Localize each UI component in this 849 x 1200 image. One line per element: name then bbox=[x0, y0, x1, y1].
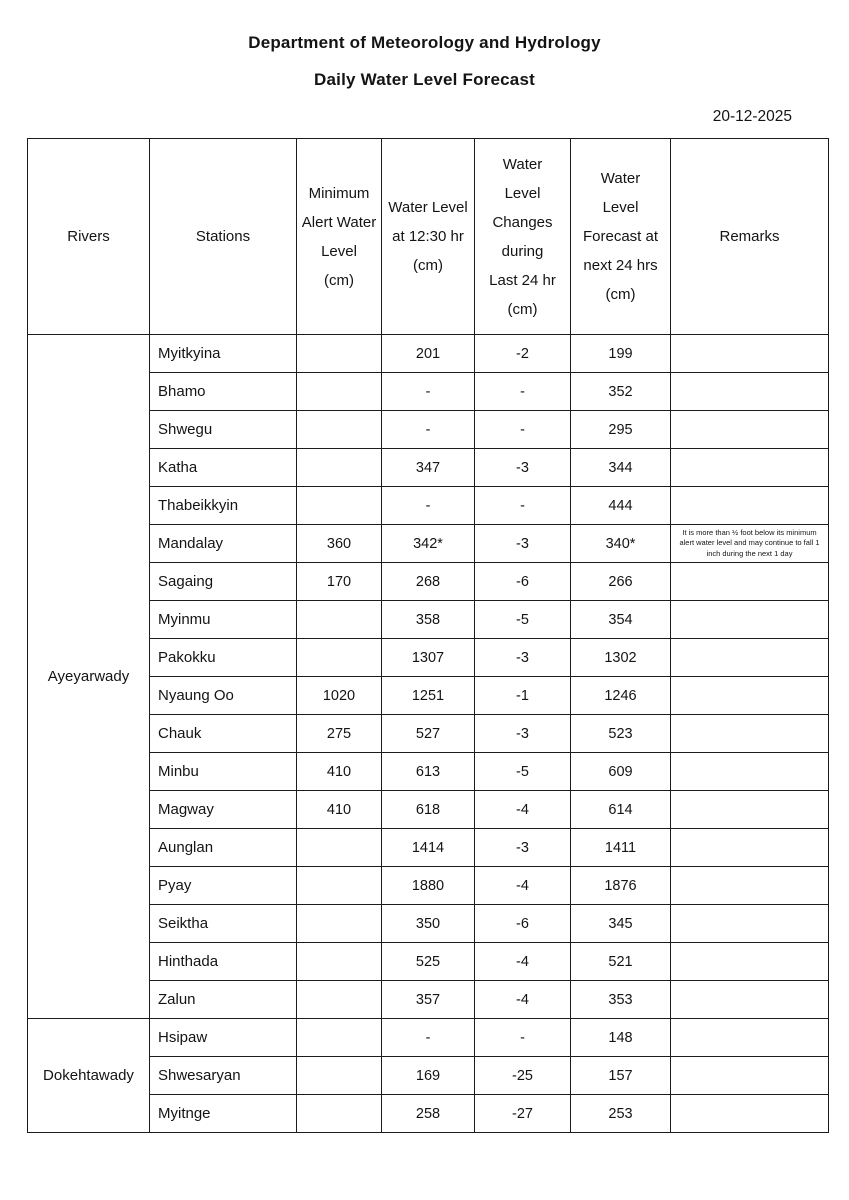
forecast-next-24hrs-cell: 1246 bbox=[571, 677, 671, 715]
remarks-cell bbox=[671, 943, 829, 981]
remarks-cell bbox=[671, 487, 829, 525]
min-alert-level-cell bbox=[297, 639, 382, 677]
min-alert-level-cell bbox=[297, 829, 382, 867]
water-level-1230-cell: 1307 bbox=[382, 639, 475, 677]
station-name-cell: Myitnge bbox=[150, 1095, 297, 1133]
forecast-next-24hrs-cell: 345 bbox=[571, 905, 671, 943]
change-last-24hr-cell: -5 bbox=[475, 753, 571, 791]
change-last-24hr-cell: -6 bbox=[475, 563, 571, 601]
page-subtitle: Daily Water Level Forecast bbox=[314, 70, 535, 89]
forecast-next-24hrs-cell: 353 bbox=[571, 981, 671, 1019]
column-header-rivers bbox=[28, 139, 150, 335]
change-last-24hr-cell: -4 bbox=[475, 867, 571, 905]
station-name-cell: Thabeikkyin bbox=[150, 487, 297, 525]
water-level-1230-cell: 201 bbox=[382, 335, 475, 373]
station-name-cell: Minbu bbox=[150, 753, 297, 791]
remarks-cell bbox=[671, 1057, 829, 1095]
remarks-cell bbox=[671, 449, 829, 487]
change-last-24hr-cell: -3 bbox=[475, 525, 571, 563]
water-level-1230-cell: 258 bbox=[382, 1095, 475, 1133]
min-alert-level-cell: 275 bbox=[297, 715, 382, 753]
min-alert-level-cell bbox=[297, 449, 382, 487]
column-header-remarks bbox=[671, 139, 829, 335]
water-level-1230-cell: 169 bbox=[382, 1057, 475, 1095]
column-header-change-last-24hr bbox=[475, 139, 571, 335]
station-name-cell: Zalun bbox=[150, 981, 297, 1019]
forecast-next-24hrs-cell: 1302 bbox=[571, 639, 671, 677]
water-level-1230-cell: 358 bbox=[382, 601, 475, 639]
remarks-cell bbox=[671, 867, 829, 905]
remarks-cell bbox=[671, 829, 829, 867]
station-name-cell: Pyay bbox=[150, 867, 297, 905]
station-name-cell: Hsipaw bbox=[150, 1019, 297, 1057]
water-level-1230-cell: 268 bbox=[382, 563, 475, 601]
forecast-next-24hrs-cell: 295 bbox=[571, 411, 671, 449]
min-alert-level-cell bbox=[297, 943, 382, 981]
station-name-cell: Sagaing bbox=[150, 563, 297, 601]
remarks-cell bbox=[671, 335, 829, 373]
change-last-24hr-cell: -4 bbox=[475, 791, 571, 829]
water-level-1230-cell: 618 bbox=[382, 791, 475, 829]
page-title: Department of Meteorology and Hydrology bbox=[248, 33, 601, 52]
change-last-24hr-cell: -1 bbox=[475, 677, 571, 715]
water-level-1230-cell: 613 bbox=[382, 753, 475, 791]
table-body bbox=[28, 335, 829, 1133]
water-level-1230-cell: - bbox=[382, 487, 475, 525]
forecast-next-24hrs-cell: 1876 bbox=[571, 867, 671, 905]
column-header-line: Water bbox=[600, 170, 641, 187]
column-header-line: at 12:30 hr bbox=[392, 228, 464, 245]
forecast-date: 20-12-2025 bbox=[712, 108, 792, 125]
water-level-1230-cell: 527 bbox=[382, 715, 475, 753]
water-level-1230-cell: 350 bbox=[382, 905, 475, 943]
remarks-cell bbox=[671, 373, 829, 411]
min-alert-level-cell bbox=[297, 335, 382, 373]
remarks-cell bbox=[671, 1019, 829, 1057]
change-last-24hr-cell: -4 bbox=[475, 943, 571, 981]
station-name-cell: Aunglan bbox=[150, 829, 297, 867]
column-header-line: Rivers bbox=[67, 228, 110, 245]
station-name-cell: Nyaung Oo bbox=[150, 677, 297, 715]
water-level-1230-cell: - bbox=[382, 1019, 475, 1057]
station-name-cell: Hinthada bbox=[150, 943, 297, 981]
station-name-cell: Myitkyina bbox=[150, 335, 297, 373]
table-row bbox=[28, 335, 829, 373]
forecast-next-24hrs-cell: 354 bbox=[571, 601, 671, 639]
station-name-cell: Bhamo bbox=[150, 373, 297, 411]
remarks-cell bbox=[671, 601, 829, 639]
water-level-1230-cell: 357 bbox=[382, 981, 475, 1019]
water-level-1230-cell: - bbox=[382, 373, 475, 411]
column-header-line: Water bbox=[502, 155, 543, 173]
column-header-line: Minimum bbox=[308, 184, 370, 202]
column-header-line: Level bbox=[602, 199, 639, 216]
remarks-cell: It is more than ½ foot below its minimum alert water level and may continue to fall 1 inch during the next 1 day bbox=[671, 525, 829, 563]
column-header-line: Alert Water bbox=[301, 213, 377, 231]
remarks-cell bbox=[671, 791, 829, 829]
forecast-next-24hrs-cell: 157 bbox=[571, 1057, 671, 1095]
remarks-cell bbox=[671, 1095, 829, 1133]
station-name-cell: Mandalay bbox=[150, 525, 297, 563]
station-name-cell: Myinmu bbox=[150, 601, 297, 639]
column-header-line: Stations bbox=[195, 228, 251, 245]
remarks-cell bbox=[671, 981, 829, 1019]
station-name-cell: Magway bbox=[150, 791, 297, 829]
min-alert-level-cell bbox=[297, 487, 382, 525]
change-last-24hr-cell: -25 bbox=[475, 1057, 571, 1095]
min-alert-level-cell: 410 bbox=[297, 753, 382, 791]
column-header-line: Forecast at bbox=[582, 228, 659, 245]
forecast-next-24hrs-cell: 1411 bbox=[571, 829, 671, 867]
forecast-next-24hrs-cell: 521 bbox=[571, 943, 671, 981]
min-alert-level-cell bbox=[297, 601, 382, 639]
min-alert-level-cell bbox=[297, 905, 382, 943]
remarks-cell bbox=[671, 715, 829, 753]
water-level-table bbox=[27, 138, 829, 1133]
water-level-1230-cell: - bbox=[382, 411, 475, 449]
min-alert-level-cell bbox=[297, 373, 382, 411]
column-header-line: Last 24 hr bbox=[489, 271, 556, 289]
column-header-line: (cm) bbox=[605, 286, 636, 303]
forecast-next-24hrs-cell: 609 bbox=[571, 753, 671, 791]
min-alert-level-cell bbox=[297, 1057, 382, 1095]
forecast-next-24hrs-cell: 148 bbox=[571, 1019, 671, 1057]
water-level-1230-cell: 1251 bbox=[382, 677, 475, 715]
change-last-24hr-cell: -3 bbox=[475, 639, 571, 677]
change-last-24hr-cell: -3 bbox=[475, 715, 571, 753]
column-header-line: Level bbox=[321, 242, 357, 260]
change-last-24hr-cell: -5 bbox=[475, 601, 571, 639]
forecast-next-24hrs-cell: 199 bbox=[571, 335, 671, 373]
forecast-next-24hrs-cell: 352 bbox=[571, 373, 671, 411]
column-header-line: Level bbox=[504, 184, 541, 202]
min-alert-level-cell: 410 bbox=[297, 791, 382, 829]
remarks-cell bbox=[671, 639, 829, 677]
min-alert-level-cell bbox=[297, 1095, 382, 1133]
forecast-next-24hrs-cell: 444 bbox=[571, 487, 671, 525]
change-last-24hr-cell: -3 bbox=[475, 829, 571, 867]
change-last-24hr-cell: -27 bbox=[475, 1095, 571, 1133]
min-alert-level-cell bbox=[297, 867, 382, 905]
remarks-cell bbox=[671, 753, 829, 791]
water-level-1230-cell: 525 bbox=[382, 943, 475, 981]
change-last-24hr-cell: - bbox=[475, 487, 571, 525]
water-level-1230-cell: 342* bbox=[382, 525, 475, 563]
column-header-line: Remarks bbox=[719, 228, 780, 245]
forecast-next-24hrs-cell: 340* bbox=[571, 525, 671, 563]
river-name-cell: Dokehtawady bbox=[28, 1019, 150, 1133]
station-name-cell: Katha bbox=[150, 449, 297, 487]
column-header-forecast-next-24hrs bbox=[571, 139, 671, 335]
column-header-line: (cm) bbox=[413, 257, 443, 274]
forecast-next-24hrs-cell: 253 bbox=[571, 1095, 671, 1133]
column-header-line: Water Level bbox=[388, 199, 468, 216]
column-header-line: (cm) bbox=[507, 300, 538, 318]
remarks-cell bbox=[671, 411, 829, 449]
column-header-stations bbox=[150, 139, 297, 335]
change-last-24hr-cell: -4 bbox=[475, 981, 571, 1019]
column-header-water-level-1230 bbox=[382, 139, 475, 335]
water-level-1230-cell: 1414 bbox=[382, 829, 475, 867]
min-alert-level-cell bbox=[297, 1019, 382, 1057]
forecast-next-24hrs-cell: 344 bbox=[571, 449, 671, 487]
station-name-cell: Seiktha bbox=[150, 905, 297, 943]
river-name-cell: Ayeyarwady bbox=[28, 335, 150, 1019]
water-level-1230-cell: 347 bbox=[382, 449, 475, 487]
station-name-cell: Chauk bbox=[150, 715, 297, 753]
change-last-24hr-cell: - bbox=[475, 1019, 571, 1057]
remarks-cell bbox=[671, 905, 829, 943]
station-name-cell: Shwegu bbox=[150, 411, 297, 449]
column-header-line: Changes bbox=[492, 213, 553, 231]
min-alert-level-cell: 1020 bbox=[297, 677, 382, 715]
change-last-24hr-cell: - bbox=[475, 373, 571, 411]
forecast-next-24hrs-cell: 614 bbox=[571, 791, 671, 829]
change-last-24hr-cell: -6 bbox=[475, 905, 571, 943]
change-last-24hr-cell: -2 bbox=[475, 335, 571, 373]
forecast-next-24hrs-cell: 523 bbox=[571, 715, 671, 753]
min-alert-level-cell: 170 bbox=[297, 563, 382, 601]
column-header-line: during bbox=[501, 242, 544, 260]
min-alert-level-cell bbox=[297, 411, 382, 449]
min-alert-level-cell bbox=[297, 981, 382, 1019]
column-header-line: (cm) bbox=[324, 271, 354, 289]
change-last-24hr-cell: - bbox=[475, 411, 571, 449]
forecast-next-24hrs-cell: 266 bbox=[571, 563, 671, 601]
change-last-24hr-cell: -3 bbox=[475, 449, 571, 487]
table-header-row bbox=[28, 139, 829, 335]
column-header-line: next 24 hrs bbox=[583, 257, 658, 274]
station-name-cell: Shwesaryan bbox=[150, 1057, 297, 1095]
table-row bbox=[28, 1019, 829, 1057]
water-level-1230-cell: 1880 bbox=[382, 867, 475, 905]
column-header-min-alert-water-level bbox=[297, 139, 382, 335]
min-alert-level-cell: 360 bbox=[297, 525, 382, 563]
remarks-cell bbox=[671, 563, 829, 601]
station-name-cell: Pakokku bbox=[150, 639, 297, 677]
remarks-cell bbox=[671, 677, 829, 715]
